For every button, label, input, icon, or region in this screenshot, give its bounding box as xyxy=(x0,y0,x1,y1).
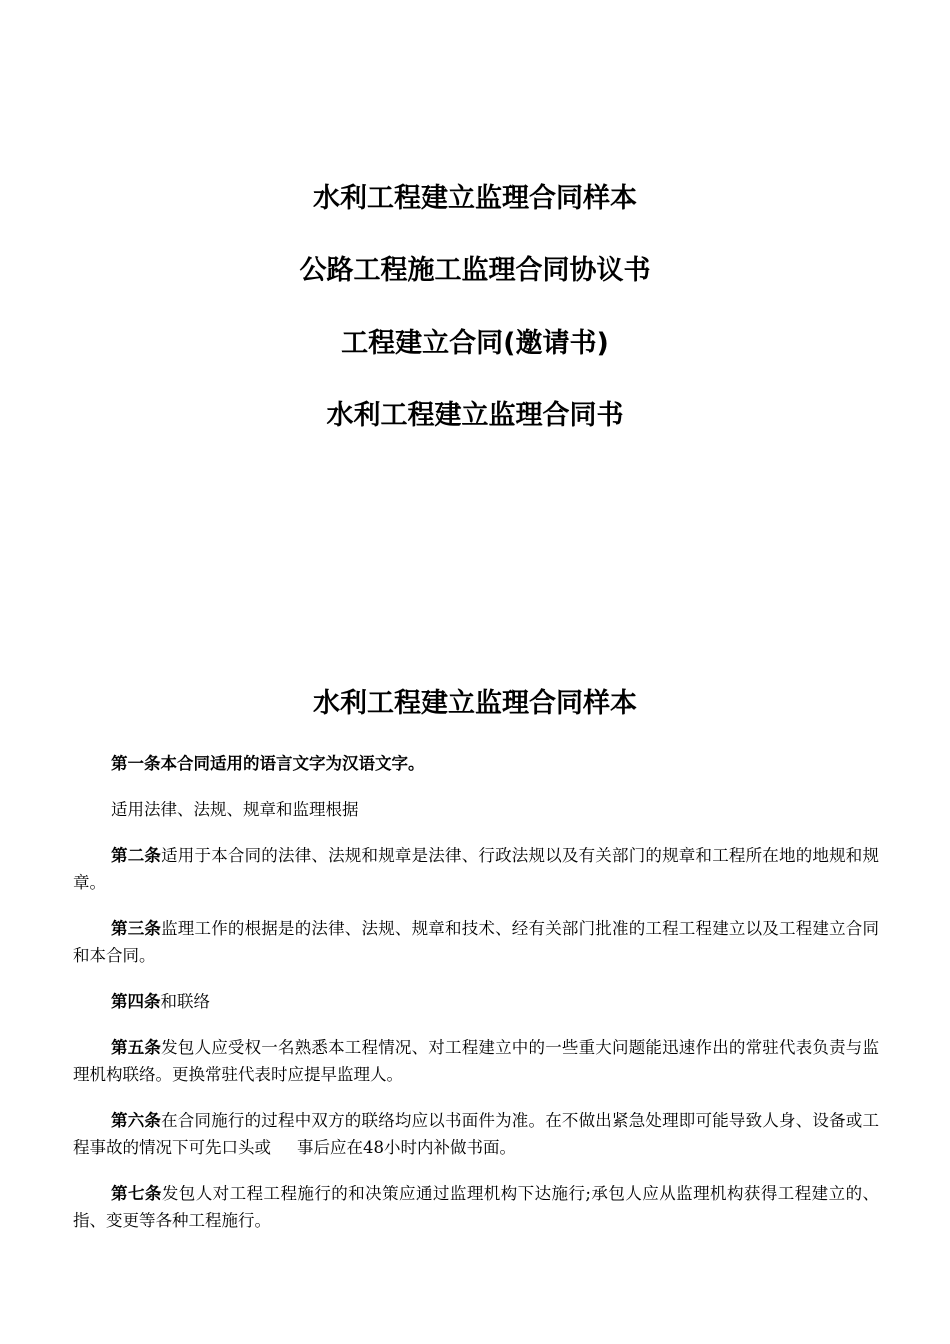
article-5-text: 发包人应受权一名熟悉本工程情况、对工程建立中的一些重大问题能迅速作出的常驻代表负责与监理机构联络。更换常驻代表时应提早监理人。 xyxy=(73,1038,880,1084)
article-3 xyxy=(73,915,879,969)
article-4-label: 第四条 xyxy=(111,992,161,1011)
article-4-text: 和联络 xyxy=(160,992,210,1011)
article-6-text-after: 事后应在48小时内补做书面。 xyxy=(297,1138,516,1157)
cover-title-3: 工程建立合同(邀请书) xyxy=(341,328,609,359)
article-2-text: 适用于本合同的法律、法规和规章是法律、行政法规以及有关部门的规章和工程所在地的地规和规章。 xyxy=(73,846,880,892)
cover-title-4: 水利工程建立监理合同书 xyxy=(326,400,624,431)
article-5-label: 第五条 xyxy=(111,1038,162,1057)
contract-body xyxy=(73,750,879,1253)
article-7-text: 发包人对工程工程施行的和决策应通过监理机构下达施行;承包人应从监理机构获得工程建立的、指、变更等各种工程施行。 xyxy=(73,1184,880,1230)
article-1: 第一条本合同适用的语言文字为汉语文字。 xyxy=(111,754,425,773)
article-2-label: 第二条 xyxy=(111,846,162,865)
article-2 xyxy=(73,842,879,896)
article-6-text-before: 在合同施行的过程中双方的联络均应以书面件为准。在不做出紧急处理即可能导致人身、设备或工程事故的情况下可先口头或 xyxy=(73,1111,880,1157)
article-4 xyxy=(73,988,879,1015)
main-title: 水利工程建立监理合同样本 xyxy=(313,688,637,719)
article-5 xyxy=(73,1034,879,1088)
section-heading: 适用法律、法规、规章和监理根据 xyxy=(111,800,359,819)
article-7-label: 第七条 xyxy=(111,1184,162,1203)
article-7 xyxy=(73,1180,879,1234)
article-6-label: 第六条 xyxy=(111,1111,162,1130)
article-3-text: 监理工作的根据是的法律、法规、规章和技术、经有关部门批准的工程工程建立以及工程建立合同和本合同。 xyxy=(73,919,880,965)
cover-title-1: 水利工程建立监理合同样本 xyxy=(313,183,637,214)
article-3-label: 第三条 xyxy=(111,919,162,938)
article-6 xyxy=(73,1107,879,1161)
cover-title-2: 公路工程施工监理合同协议书 xyxy=(299,255,651,286)
